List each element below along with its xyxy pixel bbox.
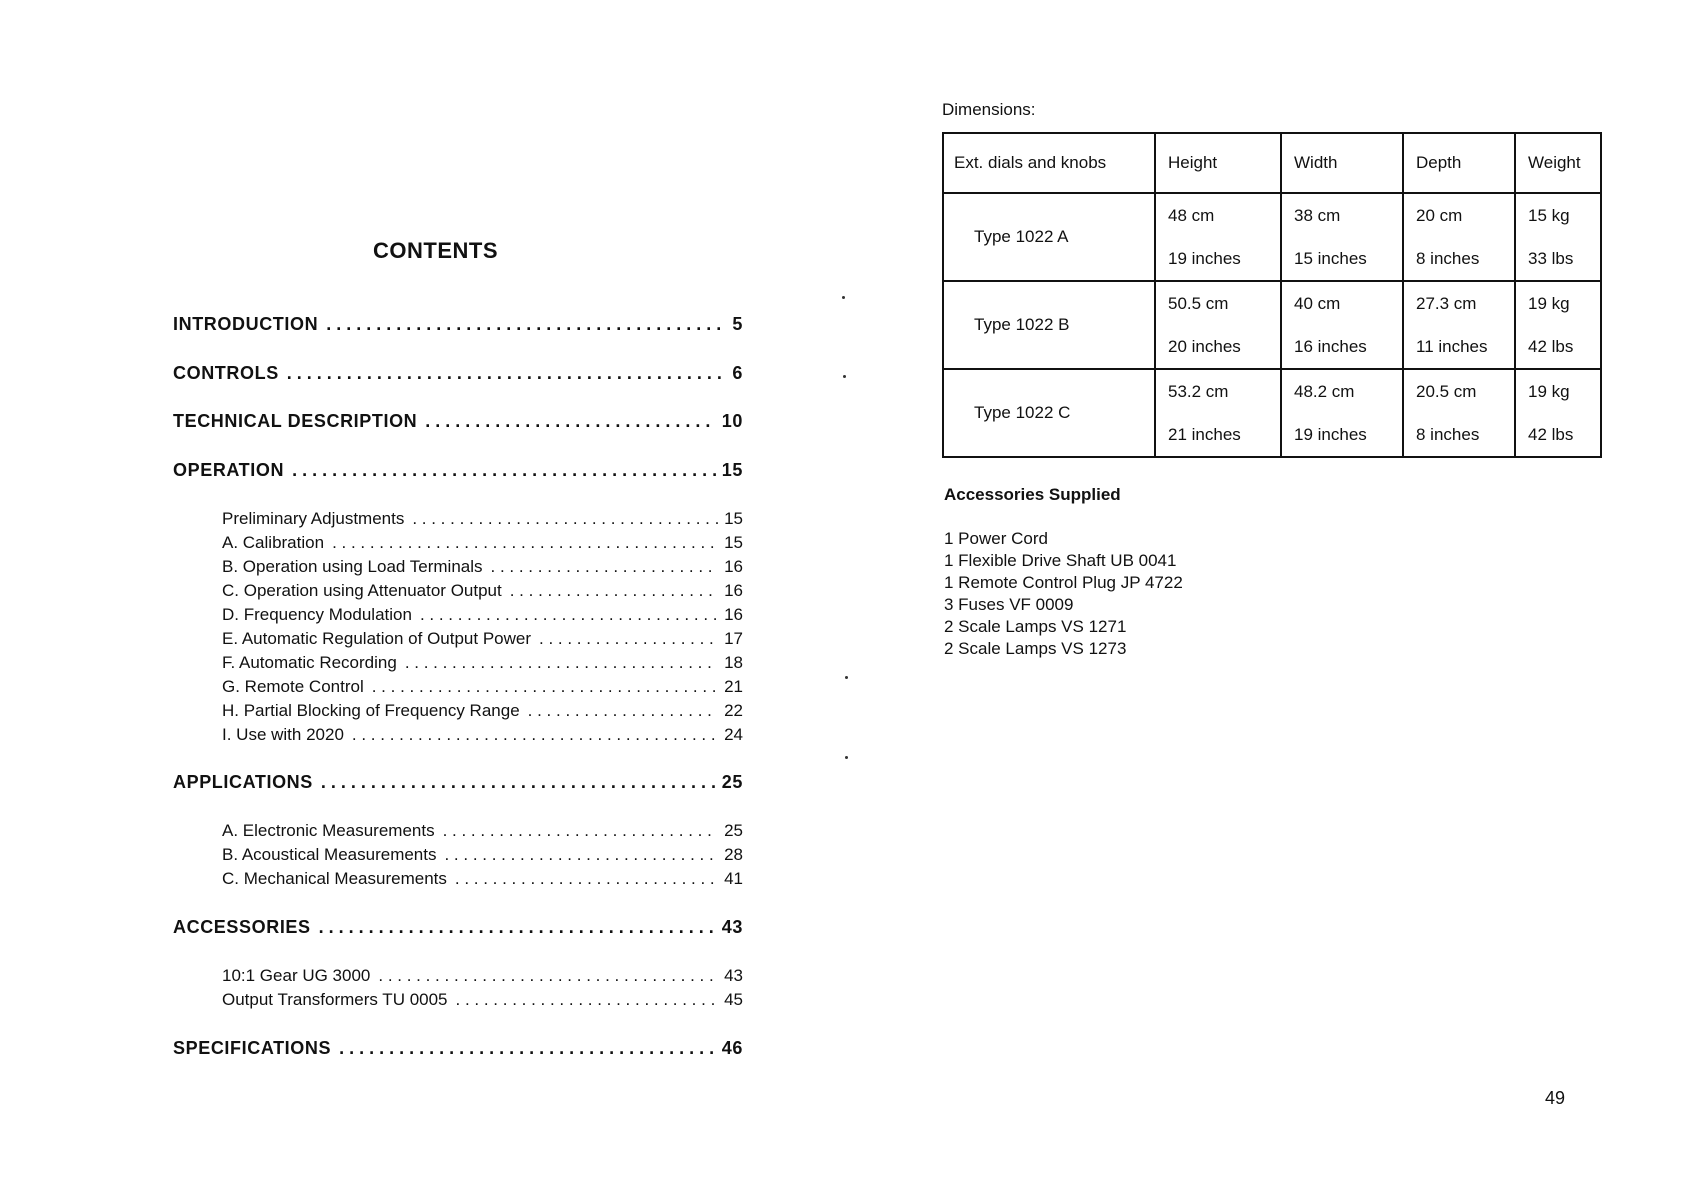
- toc-leader-dots: [292, 460, 716, 481]
- toc-label: E. Automatic Regulation of Output Power: [222, 629, 532, 648]
- toc-subentry: [222, 990, 743, 1010]
- toc-leader-dots: [539, 629, 718, 649]
- contents-title: CONTENTS: [373, 238, 498, 263]
- table-cell: 33 lbs: [1515, 237, 1601, 281]
- table-cell: 19 inches: [1155, 237, 1281, 281]
- toc-label: C. Mechanical Measurements: [222, 869, 447, 888]
- toc-label: A. Calibration: [222, 533, 325, 552]
- toc-subentry: [222, 845, 743, 865]
- table-cell: 15 inches: [1281, 237, 1403, 281]
- toc-label: INTRODUCTION: [173, 314, 319, 334]
- toc-page-number: 16: [724, 605, 743, 624]
- toc-leader-dots: [443, 821, 718, 841]
- toc-leader-dots: [332, 533, 718, 553]
- table-cell: 21 inches: [1155, 413, 1281, 457]
- toc-leader-dots: [510, 581, 718, 601]
- dimensions-table: [942, 132, 1602, 458]
- type-cell: Type 1022 A: [943, 193, 1155, 281]
- table-cell: 19 inches: [1281, 413, 1403, 457]
- toc-page-number: 25: [724, 821, 743, 840]
- table-header-row: [943, 133, 1601, 193]
- table-cell: 42 lbs: [1515, 413, 1601, 457]
- table-cell: 20 inches: [1155, 325, 1281, 369]
- toc-leader-dots: [352, 725, 718, 745]
- toc-entry-accessories: [173, 917, 743, 938]
- specifications-page: [840, 0, 1682, 1190]
- list-item: 3 Fuses VF 0009: [944, 595, 1074, 614]
- toc-page-number: 25: [721, 772, 743, 792]
- toc-label: C. Operation using Attenuator Output: [222, 581, 502, 600]
- toc-label: TECHNICAL DESCRIPTION: [173, 411, 418, 431]
- toc-entry-applications: [173, 772, 743, 793]
- table-cell: 50.5 cm: [1155, 281, 1281, 325]
- accessories-list: [944, 528, 1183, 660]
- toc-subentry: [222, 725, 743, 745]
- table-row: [943, 193, 1601, 237]
- toc-label: G. Remote Control: [222, 677, 364, 696]
- toc-page-number: 43: [721, 917, 743, 937]
- table-cell: 8 inches: [1403, 413, 1515, 457]
- dimensions-label: Dimensions:: [942, 100, 1036, 119]
- table-row: [943, 281, 1601, 325]
- toc-label: D. Frequency Modulation: [222, 605, 412, 624]
- toc-entry-specifications: [173, 1038, 743, 1059]
- toc-label: B. Operation using Load Terminals: [222, 557, 483, 576]
- toc-page-number: 16: [724, 557, 743, 576]
- toc-subentry: [222, 653, 743, 673]
- toc-label: SPECIFICATIONS: [173, 1038, 332, 1058]
- toc-leader-dots: [455, 869, 718, 889]
- toc-label: OPERATION: [173, 460, 285, 480]
- toc-page-number: 5: [732, 314, 743, 334]
- toc-leader-dots: [444, 845, 718, 865]
- toc-entry-operation: [173, 460, 743, 481]
- toc-page-number: 18: [724, 653, 743, 672]
- toc-label: F. Automatic Recording: [222, 653, 397, 672]
- table-cell: 16 inches: [1281, 325, 1403, 369]
- toc-leader-dots: [287, 363, 727, 384]
- toc-leader-dots: [528, 701, 718, 721]
- toc-page-number: 24: [724, 725, 743, 744]
- toc-page-number: 15: [724, 533, 743, 552]
- toc-subentry: [222, 677, 743, 697]
- toc-subentry: [222, 605, 743, 625]
- toc-label: A. Electronic Measurements: [222, 821, 435, 840]
- table-row: [943, 369, 1601, 413]
- toc-label: B. Acoustical Measurements: [222, 845, 437, 864]
- toc-page-number: 45: [724, 990, 743, 1009]
- toc-page-number: 21: [724, 677, 743, 696]
- toc-page-number: 41: [724, 869, 743, 888]
- toc-subentry: [222, 557, 743, 577]
- toc-label: ACCESSORIES: [173, 917, 311, 937]
- toc-subentry: [222, 533, 743, 553]
- toc-page-number: 22: [724, 701, 743, 720]
- table-cell: 19 kg: [1515, 369, 1601, 413]
- table-cell: 15 kg: [1515, 193, 1601, 237]
- toc-label: APPLICATIONS: [173, 772, 313, 792]
- column-header: Depth: [1403, 133, 1515, 193]
- page-number: 49: [1545, 1088, 1566, 1108]
- toc-subentry: [222, 869, 743, 889]
- table-cell: 48.2 cm: [1281, 369, 1403, 413]
- toc-subentry: [222, 966, 743, 986]
- table-cell: 38 cm: [1281, 193, 1403, 237]
- toc-page-number: 28: [724, 845, 743, 864]
- toc-leader-dots: [425, 411, 715, 432]
- list-item: 2 Scale Lamps VS 1273: [944, 639, 1127, 658]
- table-cell: 53.2 cm: [1155, 369, 1281, 413]
- table-cell: 42 lbs: [1515, 325, 1601, 369]
- toc-page-number: 15: [721, 460, 743, 480]
- toc-subentry: [222, 509, 743, 529]
- toc-page-number: 15: [724, 509, 743, 528]
- table-cell: 48 cm: [1155, 193, 1281, 237]
- toc-leader-dots: [378, 966, 718, 986]
- toc-page-number: 46: [721, 1038, 743, 1058]
- toc-page-number: 16: [724, 581, 743, 600]
- type-cell: Type 1022 B: [943, 281, 1155, 369]
- table-cell: 8 inches: [1403, 237, 1515, 281]
- toc-page-number: 17: [724, 629, 743, 648]
- table-cell: 27.3 cm: [1403, 281, 1515, 325]
- toc-subentry: [222, 581, 743, 601]
- list-item: 1 Flexible Drive Shaft UB 0041: [944, 551, 1177, 570]
- toc-label: 10:1 Gear UG 3000: [222, 966, 371, 985]
- toc-label: Preliminary Adjustments: [222, 509, 405, 528]
- table-cell: 20 cm: [1403, 193, 1515, 237]
- list-item: 2 Scale Lamps VS 1271: [944, 617, 1127, 636]
- toc-page-number: 43: [724, 966, 743, 985]
- toc-label: I. Use with 2020: [222, 725, 344, 744]
- toc-subentry: [222, 821, 743, 841]
- toc-entry-introduction: [173, 314, 743, 335]
- list-item: 1 Power Cord: [944, 529, 1048, 548]
- table-cell: 11 inches: [1403, 325, 1515, 369]
- table-cell: 40 cm: [1281, 281, 1403, 325]
- toc-leader-dots: [339, 1038, 716, 1059]
- list-item: 1 Remote Control Plug JP 4722: [944, 573, 1183, 592]
- toc-leader-dots: [321, 772, 716, 793]
- toc-subentry: [222, 629, 743, 649]
- column-header: Width: [1281, 133, 1403, 193]
- table-cell: 20.5 cm: [1403, 369, 1515, 413]
- column-header: Ext. dials and knobs: [943, 133, 1155, 193]
- accessories-title: Accessories Supplied: [944, 485, 1121, 504]
- toc-label: H. Partial Blocking of Frequency Range: [222, 701, 520, 720]
- toc-leader-dots: [326, 314, 726, 335]
- column-header: Weight: [1515, 133, 1601, 193]
- contents-page: [0, 0, 840, 1190]
- toc-leader-dots: [456, 990, 719, 1010]
- type-cell: Type 1022 C: [943, 369, 1155, 457]
- toc-entry-controls: [173, 363, 743, 384]
- column-header: Height: [1155, 133, 1281, 193]
- toc-label: Output Transformers TU 0005: [222, 990, 448, 1009]
- toc-label: CONTROLS: [173, 363, 279, 383]
- table-cell: 19 kg: [1515, 281, 1601, 325]
- toc-page-number: 10: [721, 411, 743, 431]
- toc-entry-technical-description: [173, 411, 743, 432]
- toc-leader-dots: [491, 557, 719, 577]
- toc-page-number: 6: [732, 363, 743, 383]
- toc-leader-dots: [412, 509, 718, 529]
- toc-leader-dots: [420, 605, 718, 625]
- toc-subentry: [222, 701, 743, 721]
- toc-leader-dots: [319, 917, 716, 938]
- toc-leader-dots: [372, 677, 718, 697]
- toc-leader-dots: [405, 653, 718, 673]
